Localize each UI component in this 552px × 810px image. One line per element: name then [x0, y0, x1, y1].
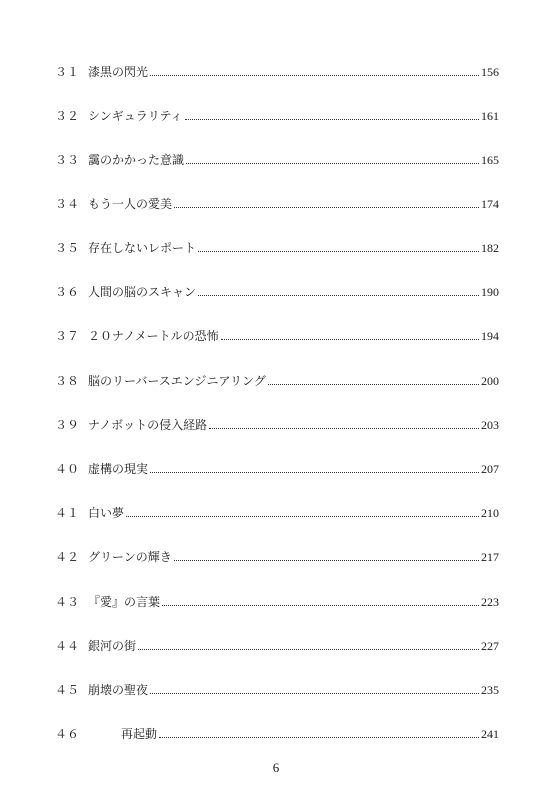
page-number: 6: [272, 760, 280, 775]
dot-leader: [209, 427, 479, 429]
toc-entry: [55, 502, 499, 520]
dot-leader: [198, 250, 479, 252]
toc-entry: [55, 237, 499, 255]
toc-entry: [55, 679, 499, 697]
chapter-number: ３９: [55, 418, 80, 432]
chapter-page: 203: [481, 418, 499, 432]
chapter-title: 漆黒の閃光: [88, 65, 149, 79]
chapter-page: 223: [481, 595, 499, 609]
chapter-number: ３５: [55, 241, 80, 255]
dot-leader: [126, 515, 479, 517]
chapter-number: ４５: [55, 683, 80, 697]
chapter-number: ４３: [55, 595, 80, 609]
dot-leader: [198, 294, 479, 296]
dot-leader: [150, 471, 479, 473]
chapter-number: ４０: [55, 462, 80, 476]
chapter-title: 靄のかかった意識: [88, 153, 185, 167]
toc-entry: [55, 105, 499, 123]
chapter-page: 217: [481, 550, 499, 564]
chapter-title: もう一人の愛美: [88, 197, 173, 211]
chapter-title: ナノボットの侵入経路: [88, 418, 208, 432]
chapter-number: ４６: [55, 727, 80, 741]
dot-leader: [150, 74, 479, 76]
chapter-page: 174: [481, 197, 499, 211]
dot-leader: [174, 206, 479, 208]
toc-entry: [55, 723, 499, 741]
dot-leader: [150, 692, 479, 694]
chapter-number: ３７: [55, 329, 80, 343]
chapter-title: ２０ナノメートルの恐怖: [88, 329, 219, 343]
chapter-title: 虚構の現実: [88, 462, 149, 476]
chapter-number: ４２: [55, 550, 80, 564]
chapter-number: ３１: [55, 65, 80, 79]
chapter-page: 161: [481, 109, 499, 123]
toc-entry: [55, 546, 499, 564]
chapter-title: 再起動: [121, 727, 158, 741]
chapter-page: 182: [481, 241, 499, 255]
toc-entry: [55, 61, 499, 79]
dot-leader: [221, 338, 479, 340]
chapter-title: 存在しないレポート: [88, 241, 197, 255]
toc-entry: [55, 281, 499, 299]
chapter-number: ３４: [55, 197, 80, 211]
dot-leader: [185, 118, 479, 120]
chapter-page: 194: [481, 329, 499, 343]
chapter-title: 銀河の街: [88, 639, 137, 653]
chapter-title: シンギュラリティ: [88, 109, 183, 123]
chapter-number: ４４: [55, 639, 80, 653]
toc-entry: [55, 149, 499, 167]
chapter-title: 脳のリーバースエンジニアリング: [88, 374, 266, 388]
chapter-page: 241: [481, 727, 499, 741]
chapter-page: 210: [481, 506, 499, 520]
dot-leader: [138, 648, 479, 650]
toc-entry: [55, 635, 499, 653]
dot-leader: [162, 604, 479, 606]
dot-leader: [159, 736, 479, 738]
chapter-number: ３８: [55, 374, 80, 388]
chapter-page: 156: [481, 65, 499, 79]
dot-leader: [268, 383, 479, 385]
chapter-page: 227: [481, 639, 499, 653]
chapter-number: ３２: [55, 109, 80, 123]
toc-entry: [55, 325, 499, 343]
chapter-title: グリーンの輝き: [88, 550, 172, 564]
chapter-page: 200: [481, 374, 499, 388]
dot-leader: [174, 559, 479, 561]
chapter-title: 『愛』の言葉: [88, 595, 161, 609]
chapter-page: 165: [481, 153, 499, 167]
chapter-number: ３３: [55, 153, 80, 167]
toc-entry: [55, 591, 499, 609]
chapter-page: 207: [481, 462, 499, 476]
chapter-number: ３６: [55, 285, 80, 299]
dot-leader: [186, 162, 479, 164]
toc-entry: [55, 414, 499, 432]
chapter-page: 190: [481, 285, 499, 299]
chapter-number: ４１: [55, 506, 80, 520]
toc-entry: [55, 193, 499, 211]
toc-entry: [55, 458, 499, 476]
chapter-title: 人間の脳のスキャン: [88, 285, 197, 299]
chapter-page: 235: [481, 683, 499, 697]
chapter-title: 崩壊の聖夜: [88, 683, 149, 697]
toc-entry: [55, 370, 499, 388]
chapter-title: 白い夢: [88, 506, 125, 520]
